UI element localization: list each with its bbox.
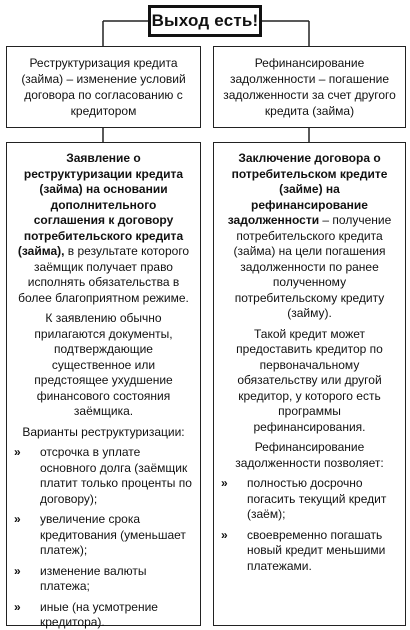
refinancing-lead-bold: Заключение договора о потребительском кредите (займе) на рефинансирование задолженности <box>227 151 388 227</box>
restructuring-variants-heading: Варианты реструктуризации: <box>22 424 185 439</box>
list-item-text: иные (на усмотрение кредитора). <box>40 599 158 629</box>
refinancing-provider-text: Такой кредит может предоставить кредитор по первоначальному обязательству или другой кредитор, у которого есть программы рефинансирования. <box>236 326 383 434</box>
restructuring-header-box <box>6 46 201 128</box>
refinancing-header-box <box>213 46 406 128</box>
restructuring-lead-rest: в результате которого заёмщик получает право исполнять обязательства в более благоприятном режиме. <box>18 244 190 305</box>
list-item <box>14 564 193 595</box>
refinancing-details-box <box>213 142 406 626</box>
list-item <box>14 445 193 507</box>
refinancing-allows-list <box>221 476 398 574</box>
restructuring-lead-bold: Заявление о реструктуризации кредита (займа) на основании дополнительного соглашения к договору потребительского кредита (займа), <box>17 151 184 258</box>
list-item-text: изменение валюты платежа; <box>40 563 147 593</box>
bullet-mark: » <box>14 445 21 459</box>
diagram-title <box>148 5 262 37</box>
list-item-text: увеличение срока кредитования (уменьшает платеж); <box>40 512 186 557</box>
list-item-text: полностью досрочно погасить текущий кредит (заём); <box>247 476 387 521</box>
bullet-mark: » <box>14 512 21 526</box>
refinancing-lead-rest: – получение потребительского кредита (займа) на цели погашения задолженности по ранее полученному потребительскому кредиту (займу). <box>233 213 392 320</box>
bullet-mark: » <box>221 527 228 542</box>
restructuring-documents-text: К заявлению обычно прилагаются документы, подтверждающие существенное или предстоящее ухудшение финансового состояния заёмщика. <box>34 311 173 418</box>
list-item-text: отсрочка в уплате основного долга (заёмщик платит только проценты по договору); <box>40 445 192 506</box>
list-item <box>221 528 398 575</box>
refinancing-lead <box>221 151 398 322</box>
diagram-title-text: Выход есть! <box>151 11 259 30</box>
bullet-mark: » <box>14 599 21 614</box>
refinancing-header-text: Рефинансирование задолженности – погашение задолженности за счет другого кредита (займа) <box>223 56 396 118</box>
list-item-text: своевременно погашать новый кредит меньшими платежами. <box>247 527 386 573</box>
restructuring-header-text: Реструктуризация кредита (займа) – изменение условий договора по согласованию с кредитором <box>21 56 186 118</box>
refinancing-allows-heading: Рефинансирование задолженности позволяет: <box>235 440 384 470</box>
restructuring-details-box <box>6 142 201 629</box>
bullet-mark: » <box>14 563 21 578</box>
restructuring-variants-list <box>14 445 193 630</box>
list-item <box>14 512 193 559</box>
bullet-mark: » <box>221 476 228 490</box>
list-item <box>14 600 193 630</box>
list-item <box>221 476 398 523</box>
restructuring-lead <box>14 151 193 306</box>
